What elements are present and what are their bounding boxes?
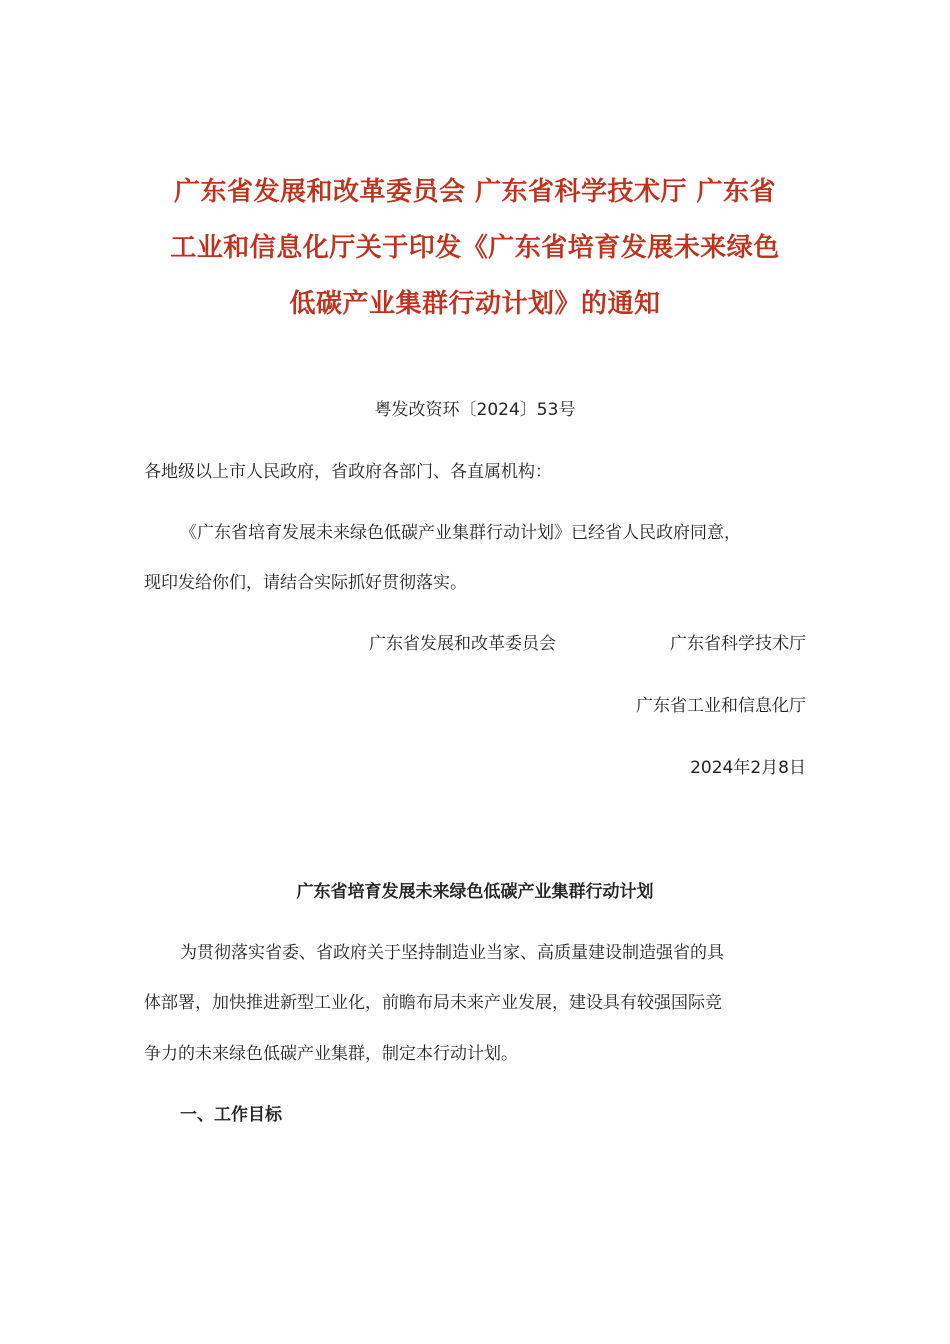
title-line-3: 低碳产业集群行动计划》的通知 (289, 289, 661, 319)
plan-title: 广东省培育发展未来绿色低碳产业集群行动计划 (296, 882, 654, 902)
title-line-1: 广东省发展和改革委员会 广东省科学技术厅 广东省 (173, 177, 777, 207)
issue-date: 2024年2月8日 (690, 758, 806, 778)
document-number: 粤发改资环〔2024〕53号 (374, 400, 576, 420)
plan-intro-line-3: 争力的未来绿色低碳产业集群，制定本行动计划。 (144, 1044, 518, 1064)
signatory-science-tech: 广东省科学技术厅 (670, 634, 806, 654)
signatory-ndrc: 广东省发展和改革委员会 (369, 634, 556, 654)
title-line-2: 工业和信息化厅关于印发《广东省培育发展未来绿色 (170, 233, 780, 263)
notice-body-line-1: 《广东省培育发展未来绿色低碳产业集群行动计划》已经省人民政府同意， (180, 523, 741, 543)
plan-intro-line-2: 体部署，加快推进新型工业化，前瞻布局未来产业发展，建设具有较强国际竞 (144, 993, 722, 1013)
notice-title (120, 164, 830, 332)
notice-body-line-2: 现印发给你们，请结合实际抓好贯彻落实。 (144, 573, 467, 593)
addressee: 各地级以上市人民政府，省政府各部门、各直属机构： (144, 462, 552, 482)
section-heading: 一、工作目标 (180, 1105, 282, 1125)
plan-intro-line-1: 为贯彻落实省委、省政府关于坚持制造业当家、高质量建设制造强省的具 (180, 943, 724, 963)
signatory-industry-it: 广东省工业和信息化厅 (636, 696, 806, 716)
